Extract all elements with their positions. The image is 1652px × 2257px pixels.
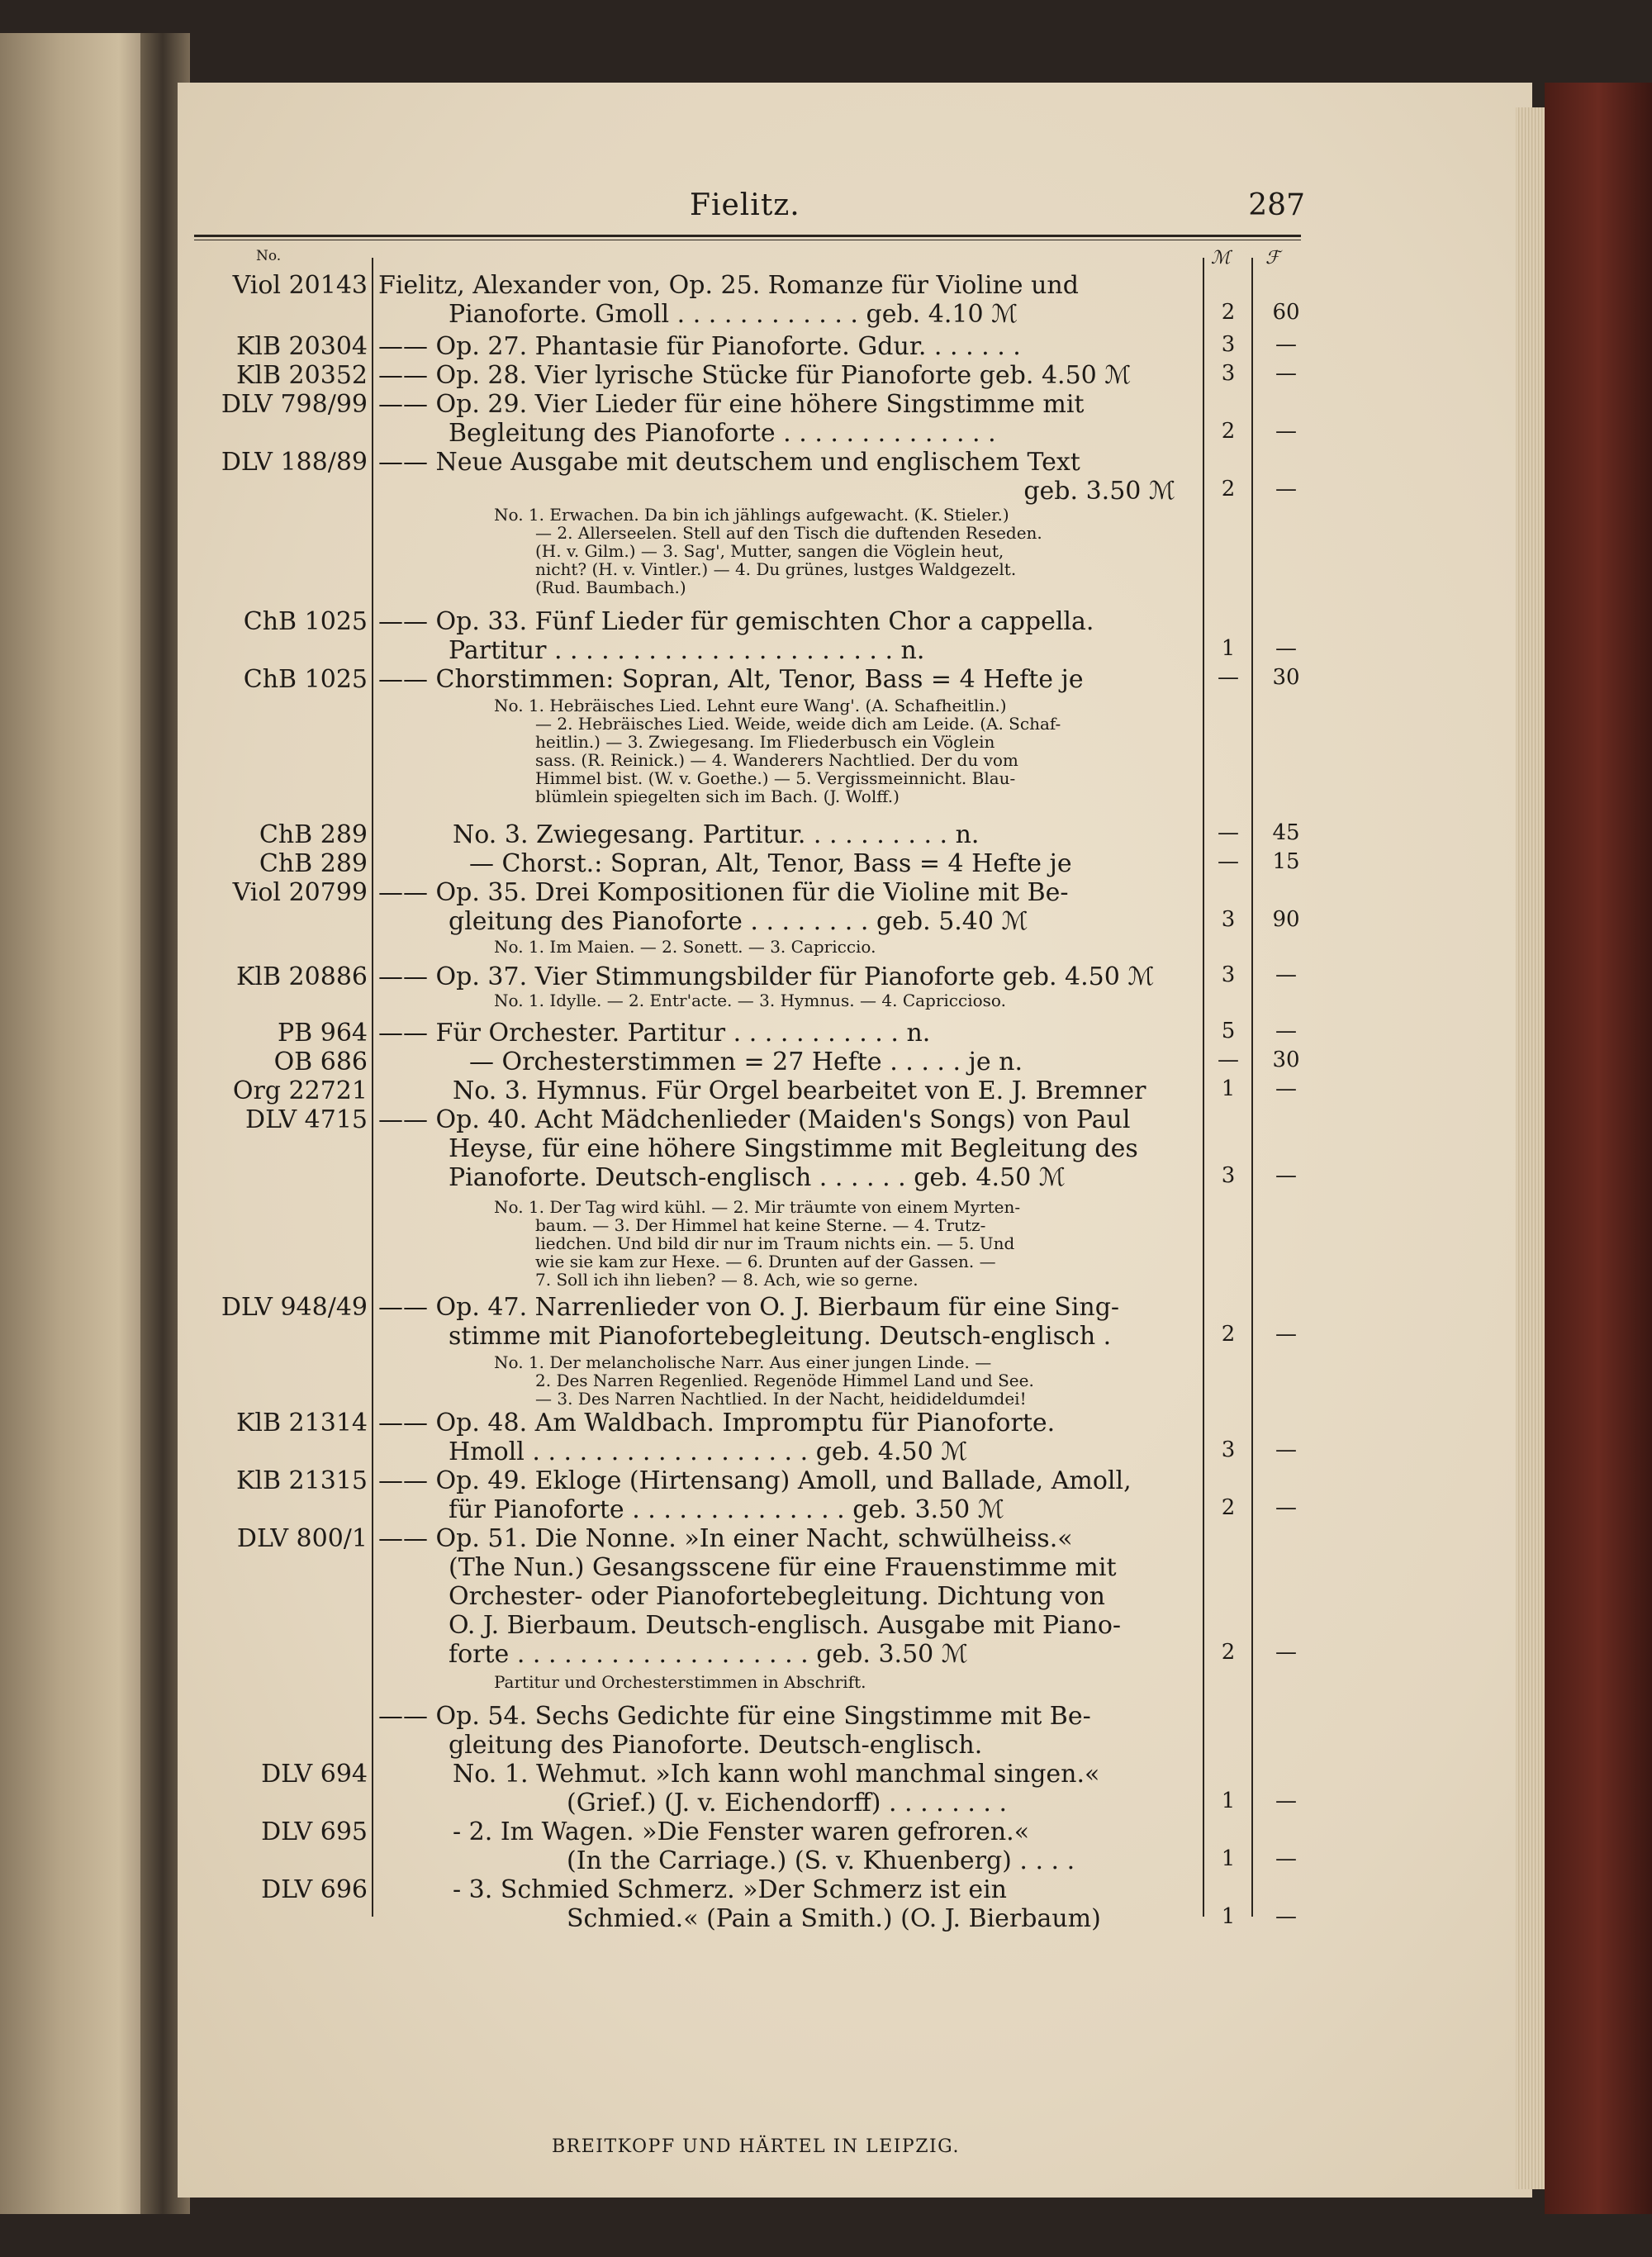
description-line: No. 1. Wehmut. »Ich kann wohl manchmal singen.«	[453, 1760, 1100, 1789]
entry-description	[453, 820, 1196, 849]
contents-note	[494, 1673, 1188, 1691]
contents-line: baum. — 3. Der Himmel hat keine Sterne. — 4. Trutz-	[535, 1215, 986, 1235]
price-mark: 1	[1221, 636, 1236, 661]
price-mark: 3	[1221, 361, 1236, 386]
entry-description	[378, 1409, 1192, 1466]
contents-note	[494, 1198, 1188, 1289]
description-line: - 3. Schmied Schmerz. »Der Schmerz ist ein	[453, 1875, 1007, 1904]
entry-description	[378, 665, 1192, 694]
catalogue-number: OB 686	[273, 1048, 368, 1076]
contents-line: Partitur und Orchesterstimmen in Abschrift.	[494, 1672, 866, 1692]
contents-line: — 2. Allerseelen. Stell auf den Tisch die duftenden Reseden.	[535, 523, 1042, 543]
contents-note	[494, 938, 1188, 956]
contents-line: Himmel bist. (W. v. Goethe.) — 5. Vergissmeinnicht. Blau-	[535, 768, 1016, 788]
contents-note	[494, 696, 1188, 805]
description-line: (Grief.) (J. v. Eichendorff) . . . . . . . .	[567, 1789, 1007, 1817]
description-line: —— Op. 35. Drei Kompositionen für die Violine mit Be-	[378, 878, 1069, 907]
catalogue-number: Org 22721	[232, 1076, 368, 1105]
contents-line: — 3. Des Narren Nachtlied. In der Nacht, heidideldumdei!	[535, 1389, 1027, 1409]
contents-line: liedchen. Und bild dir nur im Traum nichts ein. — 5. Und	[535, 1233, 1015, 1253]
description-line: (In the Carriage.) (S. v. Khuenberg) . . . .	[567, 1846, 1075, 1875]
catalogue-number: DLV 696	[261, 1875, 368, 1904]
price-mark: 1	[1221, 1076, 1236, 1101]
description-line: —— Op. 48. Am Waldbach. Impromptu für Pianoforte.	[378, 1409, 1056, 1437]
price-mark: —	[1218, 820, 1239, 845]
rule-after-no	[372, 258, 373, 1917]
price-pfennig: —	[1275, 1076, 1297, 1101]
price-pfennig: —	[1275, 1640, 1297, 1665]
contents-line: nicht? (H. v. Vintler.) — 4. Du grünes, lustges Waldgezelt.	[535, 559, 1017, 579]
entry-description	[378, 448, 1192, 506]
catalogue-number: KlB 21315	[235, 1466, 368, 1495]
description-line: für Pianoforte . . . . . . . . . . . . . . geb. 3.50 ℳ	[449, 1495, 1004, 1524]
price-mark: 1	[1221, 1789, 1236, 1813]
entry-description	[378, 271, 1192, 329]
price-mark: 3	[1221, 1163, 1236, 1188]
price-pfennig: —	[1275, 1019, 1297, 1043]
price-pfennig: —	[1275, 332, 1297, 357]
contents-line: — 2. Hebräisches Lied. Weide, weide dich am Leide. (A. Schaf-	[535, 714, 1061, 734]
contents-line: No. 1. Der Tag wird kühl. — 2. Mir träumte von einem Myrten-	[494, 1197, 1021, 1217]
entry-description	[378, 1702, 1192, 1760]
price-mark: 2	[1221, 1322, 1236, 1347]
description-line: —— Op. 29. Vier Lieder für eine höhere Singstimme mit	[378, 390, 1085, 419]
price-mark: 2	[1221, 419, 1236, 444]
price-mark: 3	[1221, 1437, 1236, 1462]
description-line: —— Op. 47. Narrenlieder von O. J. Bierbaum für eine Sing-	[378, 1293, 1120, 1322]
description-line: stimme mit Pianofortebegleitung. Deutsch-englisch .	[449, 1322, 1112, 1351]
catalogue-number: DLV 188/89	[221, 448, 368, 477]
book-cover-edge	[1545, 83, 1652, 2214]
price-pfennig: —	[1275, 1495, 1297, 1520]
entry-description	[378, 1019, 1192, 1048]
price-pfennig: —	[1275, 636, 1297, 661]
entry-description	[453, 1076, 1196, 1105]
entry-description	[378, 878, 1192, 936]
description-line: Pianoforte. Gmoll . . . . . . . . . . . . geb. 4.10 ℳ	[449, 300, 1018, 329]
description-line: —— Chorstimmen: Sopran, Alt, Tenor, Bass = 4 Hefte je	[378, 665, 1084, 694]
contents-line: No. 1. Im Maien. — 2. Sonett. — 3. Capriccio.	[494, 937, 876, 957]
price-pfennig: —	[1275, 419, 1297, 444]
catalogue-number: PB 964	[277, 1019, 368, 1048]
price-pfennig: 30	[1272, 665, 1300, 690]
description-line: gleitung des Pianoforte. Deutsch-englisch.	[449, 1731, 983, 1760]
price-pfennig: —	[1275, 477, 1297, 501]
contents-note	[494, 991, 1188, 1010]
description-line: Schmied.« (Pain a Smith.) (O. J. Bierbaum)	[567, 1904, 1101, 1933]
contents-line: No. 1. Idylle. — 2. Entr'acte. — 3. Hymnus. — 4. Capriccioso.	[494, 991, 1006, 1010]
description-line: —— Op. 28. Vier lyrische Stücke für Pianoforte geb. 4.50 ℳ	[378, 361, 1132, 390]
catalogue-number: DLV 695	[261, 1817, 368, 1846]
catalogue-number: DLV 948/49	[221, 1293, 368, 1322]
price-mark: 3	[1221, 332, 1236, 357]
description-line: —— Op. 37. Vier Stimmungsbilder für Pianoforte geb. 4.50 ℳ	[378, 962, 1155, 991]
header-rule	[194, 235, 1301, 237]
catalogue-number: ChB 289	[259, 849, 368, 878]
entry-description	[453, 1760, 1196, 1817]
description-line: —— Op. 33. Fünf Lieder für gemischten Chor a cappella.	[378, 607, 1094, 636]
catalogue-number: DLV 694	[261, 1760, 368, 1789]
description-line: Fielitz, Alexander von, Op. 25. Romanze für Violine und	[378, 271, 1079, 300]
left-page-edge	[0, 33, 149, 2214]
price-mark: 2	[1221, 1640, 1236, 1665]
description-line: —— Op. 40. Acht Mädchenlieder (Maiden's Songs) von Paul	[378, 1105, 1131, 1134]
entry-description	[378, 962, 1192, 991]
column-head-pf: ℱ	[1265, 248, 1280, 268]
price-pfennig: —	[1275, 962, 1297, 987]
price-mark: —	[1218, 665, 1239, 690]
description-line: Begleitung des Pianoforte . . . . . . . . . . . . . .	[449, 419, 996, 448]
description-line: Heyse, für eine höhere Singstimme mit Begleitung des	[449, 1134, 1138, 1163]
description-line: —— Op. 49. Ekloge (Hirtensang) Amoll, und Ballade, Amoll,	[378, 1466, 1132, 1495]
column-head-mark: ℳ	[1211, 248, 1231, 268]
description-line: gleitung des Pianoforte . . . . . . . . geb. 5.40 ℳ	[449, 907, 1028, 936]
price-mark: —	[1218, 1048, 1239, 1072]
column-head-no: No.	[256, 248, 282, 264]
contents-line: No. 1. Hebräisches Lied. Lehnt eure Wang'. (A. Schafheitlin.)	[494, 696, 1007, 715]
description-line: O. J. Bierbaum. Deutsch-englisch. Ausgabe mit Piano-	[449, 1611, 1122, 1640]
description-line: —— Op. 27. Phantasie für Pianoforte. Gdur. . . . . . .	[378, 332, 1021, 361]
entry-description	[378, 1466, 1192, 1524]
contents-line: 2. Des Narren Regenlied. Regenöde Himmel Land und See.	[535, 1371, 1034, 1390]
description-line: Partitur . . . . . . . . . . . . . . . . . . . . . . n.	[449, 636, 925, 665]
price-pfennig: 15	[1272, 849, 1300, 874]
contents-line: wie sie kam zur Hexe. — 6. Drunten auf der Gassen. —	[535, 1252, 996, 1271]
description-line: No. 3. Hymnus. Für Orgel bearbeitet von E. J. Bremner	[453, 1076, 1146, 1105]
entry-description	[469, 1048, 1213, 1076]
description-line: geb. 3.50 ℳ	[1023, 477, 1175, 506]
catalogue-number: ChB 1025	[243, 607, 368, 636]
description-line: —— Für Orchester. Partitur . . . . . . . . . . . n.	[378, 1019, 931, 1048]
contents-line: 7. Soll ich ihn lieben? — 8. Ach, wie so gerne.	[535, 1270, 919, 1290]
description-line: — Orchesterstimmen = 27 Hefte . . . . . je n.	[469, 1048, 1023, 1076]
price-pfennig: 60	[1272, 300, 1300, 325]
description-line: —— Op. 54. Sechs Gedichte für eine Singstimme mit Be-	[378, 1702, 1091, 1731]
catalogue-number: KlB 20304	[235, 332, 368, 361]
entry-description	[469, 849, 1213, 878]
catalogue-number: ChB 289	[259, 820, 368, 849]
contents-line: heitlin.) — 3. Zwiegesang. Im Fliederbusch ein Vöglein	[535, 732, 995, 752]
catalogue-number: Viol 20799	[232, 878, 368, 907]
price-mark: —	[1218, 849, 1239, 874]
description-line: Orchester- oder Pianofortebegleitung. Dichtung von	[449, 1582, 1105, 1611]
entry-description	[453, 1875, 1196, 1933]
entry-description	[378, 1524, 1192, 1669]
catalogue-number: DLV 4715	[245, 1105, 368, 1134]
contents-line: (Rud. Baumbach.)	[535, 577, 686, 597]
price-mark: 2	[1221, 300, 1236, 325]
entry-description	[453, 1817, 1196, 1875]
price-pfennig: —	[1275, 1904, 1297, 1929]
description-line: (The Nun.) Gesangsscene für eine Frauenstimme mit	[449, 1553, 1117, 1582]
price-mark: 1	[1221, 1846, 1236, 1871]
entry-description	[378, 332, 1192, 361]
catalogue-number: ChB 1025	[243, 665, 368, 694]
price-pfennig: —	[1275, 361, 1297, 386]
contents-note	[494, 1353, 1188, 1408]
catalogue-number: Viol 20143	[232, 271, 368, 300]
price-pfennig: —	[1275, 1846, 1297, 1871]
catalogue-number: KlB 20886	[235, 962, 368, 991]
entry-description	[378, 607, 1192, 665]
catalogue-number: DLV 800/1	[236, 1524, 368, 1553]
description-line: — Chorst.: Sopran, Alt, Tenor, Bass = 4 Hefte je	[469, 849, 1072, 878]
description-line: —— Op. 51. Die Nonne. »In einer Nacht, schwülheiss.«	[378, 1524, 1073, 1553]
running-header	[355, 188, 1305, 230]
price-pfennig: 90	[1272, 907, 1300, 932]
price-mark: 3	[1221, 907, 1236, 932]
description-line: forte . . . . . . . . . . . . . . . . . . . geb. 3.50 ℳ	[449, 1640, 968, 1669]
contents-line: sass. (R. Reinick.) — 4. Wanderers Nachtlied. Der du vom	[535, 750, 1018, 770]
price-pfennig: —	[1275, 1789, 1297, 1813]
description-line: Hmoll . . . . . . . . . . . . . . . . . . geb. 4.50 ℳ	[449, 1437, 968, 1466]
description-line: - 2. Im Wagen. »Die Fenster waren gefroren.«	[453, 1817, 1030, 1846]
entry-description	[378, 1293, 1192, 1351]
price-pfennig: 30	[1272, 1048, 1300, 1072]
entry-description	[378, 390, 1192, 448]
price-mark: 2	[1221, 1495, 1236, 1520]
price-pfennig: —	[1275, 1322, 1297, 1347]
entry-description	[378, 1105, 1192, 1192]
price-mark: 1	[1221, 1904, 1236, 1929]
page-number: 287	[1248, 188, 1305, 222]
contents-line: (H. v. Gilm.) — 3. Sag', Mutter, sangen die Vöglein heut,	[535, 541, 1004, 561]
catalogue-number: KlB 21314	[235, 1409, 368, 1437]
contents-line: No. 1. Erwachen. Da bin ich jählings aufgewacht. (K. Stieler.)	[494, 505, 1009, 525]
description-line: —— Neue Ausgabe mit deutschem und englischem Text	[378, 448, 1080, 477]
price-pfennig: —	[1275, 1437, 1297, 1462]
entry-description	[378, 361, 1192, 390]
description-line: Pianoforte. Deutsch-englisch . . . . . . geb. 4.50 ℳ	[449, 1163, 1066, 1192]
contents-line: No. 1. Der melancholische Narr. Aus einer jungen Linde. —	[494, 1352, 992, 1372]
catalogue-number: DLV 798/99	[221, 390, 368, 419]
page-stack-edge	[1516, 107, 1549, 2189]
contents-note	[494, 506, 1188, 596]
price-mark: 3	[1221, 962, 1236, 987]
price-pfennig: 45	[1272, 820, 1300, 845]
catalogue-number: KlB 20352	[235, 361, 368, 390]
price-pfennig: —	[1275, 1163, 1297, 1188]
price-mark: 5	[1221, 1019, 1236, 1043]
price-mark: 2	[1221, 477, 1236, 501]
description-line: No. 3. Zwiegesang. Partitur. . . . . . . . . . n.	[453, 820, 980, 849]
contents-line: blümlein spiegelten sich im Bach. (J. Wolff.)	[535, 786, 900, 806]
page-title: Fielitz.	[690, 188, 800, 222]
publisher-footer: BREITKOPF UND HÄRTEL IN LEIPZIG.	[552, 2136, 960, 2157]
